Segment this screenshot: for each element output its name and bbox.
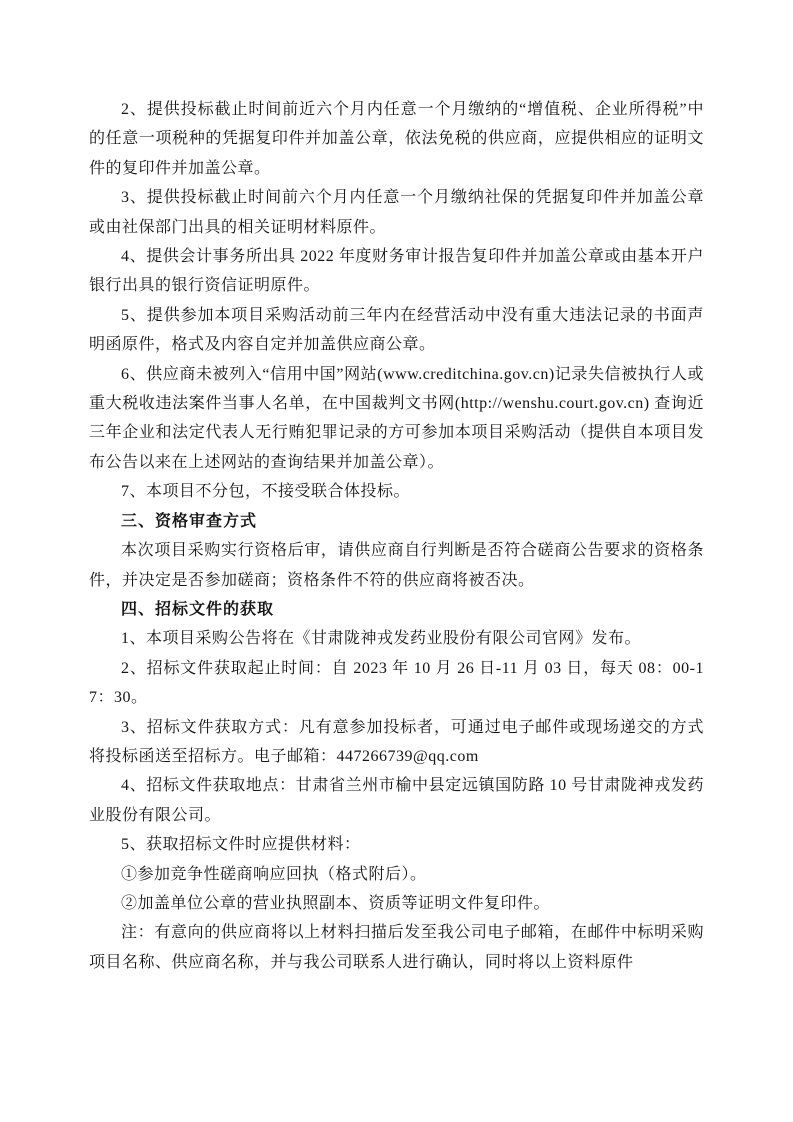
para-acquisition-location: 4、招标文件获取地点：甘肃省兰州市榆中县定远镇国防路 10 号甘肃陇神戎发药业股份有限公司。 [89,777,704,824]
para-audit-report: 4、提供会计事务所出具 2022 年度财务审计报告复印件并加盖公章或由基本开户银行出具的银行资信证明原件。 [89,248,704,295]
para-qualification-review: 本次项目采购实行资格后审，请供应商自行判断是否符合磋商公告要求的资格条件，并决定是否参加磋商；资格条件不符的供应商将被否决。 [89,542,704,589]
para-credit-china-check: 6、供应商未被列入“信用中国”网站(www.creditchina.gov.cn)记录失信被执行人或重大税收违法案件当事人名单，在中国裁判文书网(http://wenshu.court.gov.cn) 查询近三年企业和法定代表人无行贿犯罪记录的方可参加本项目采购活动（提供自本项目发布公告以来在上述网站的查询结果并加盖公章）。 [89,365,704,471]
para-acquisition-time: 2、招标文件获取起止时间：自 2023 年 10 月 26 日-11 月 03 日，每天 08：00-17：30。 [89,659,704,707]
para-material-business-license: ②加盖单位公章的营业执照副本、资质等证明文件复印件。 [121,894,551,912]
para-material-response-receipt: ①参加竞争性磋商响应回执（格式附后）。 [121,865,427,883]
para-announcement-website: 1、本项目采购公告将在《甘肃陇神戎发药业股份有限公司官网》发布。 [121,630,642,648]
para-note-to-suppliers: 注：有意向的供应商将以上材料扫描后发至我公司电子邮箱，在邮件中标明采购项目名称、供应商名称，并与我公司联系人进行确认，同时将以上资料原件 [89,924,704,971]
para-required-materials: 5、获取招标文件时应提供材料： [121,836,361,854]
para-no-violation-statement: 5、提供参加本项目采购活动前三年内在经营活动中没有重大违法记录的书面声明函原件，格式及内容自定并加盖供应商公章。 [89,306,704,354]
heading-qualification-review: 三、资格审查方式 [121,512,258,530]
para-no-subcontracting: 7、本项目不分包，不接受联合体投标。 [121,483,411,501]
para-acquisition-method: 3、招标文件获取方式：凡有意参加投标者，可通过电子邮件或现场递交的方式将投标函送至招标方。电子邮箱：447266739@qq.com [89,718,704,765]
para-tax-certificates: 2、提供投标截止时间前近六个月内任意一个月缴纳的“增值税、企业所得税”中的任意一项税种的凭据复印件并加盖公章，依法免税的供应商，应提供相应的证明文件的复印件并加盖公章。 [89,101,704,177]
heading-document-acquisition: 四、招标文件的获取 [121,600,275,618]
para-social-insurance: 3、提供投标截止时间前六个月内任意一个月缴纳社保的凭据复印件并加盖公章或由社保部门出具的相关证明材料原件。 [89,189,704,236]
document-body [89,95,704,977]
